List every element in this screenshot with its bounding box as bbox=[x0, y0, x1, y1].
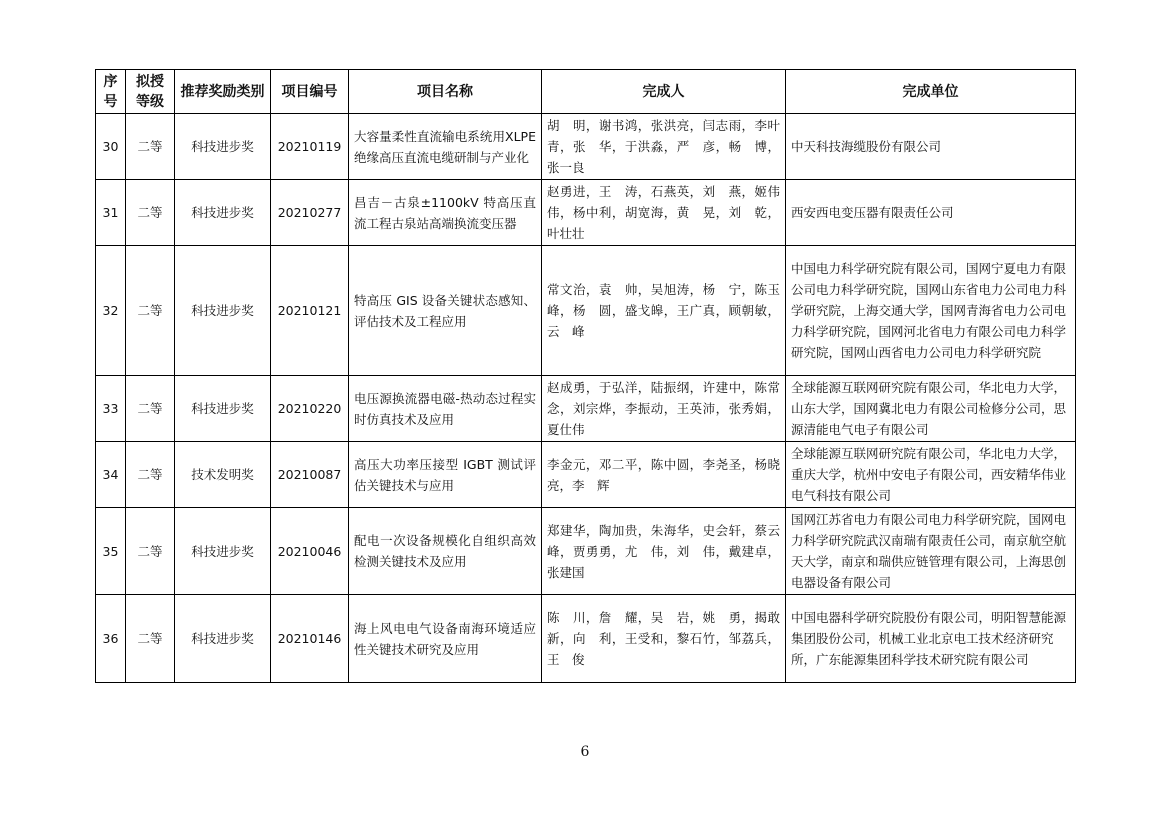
row-people: 赵勇进，王 涛，石燕英，刘 燕，姬伟伟，杨中利，胡宽海，黄 晃，刘 乾，叶壮壮 bbox=[542, 180, 786, 246]
row-project-name: 配电一次设备规模化自组织高效检测关键技术及应用 bbox=[349, 508, 542, 595]
row-people: 郑建华，陶加贵，朱海华，史会轩，蔡云峰，贾勇勇，尤 伟，刘 伟，戴建卓，张建国 bbox=[542, 508, 786, 595]
row-code: 20210119 bbox=[271, 114, 349, 180]
row-grade: 二等 bbox=[126, 246, 175, 376]
row-category: 科技进步奖 bbox=[175, 508, 271, 595]
row-code: 20210121 bbox=[271, 246, 349, 376]
row-units: 中国电力科学研究院有限公司，国网宁夏电力有限公司电力科学研究院，国网山东省电力公司电力科学研究院，上海交通大学，国网青海省电力公司电力科学研究院，国网河北省电力有限公司电力科学研究院，国网山西省电力公司电力科学研究院 bbox=[786, 246, 1076, 376]
row-grade: 二等 bbox=[126, 595, 175, 683]
row-project-name: 电压源换流器电磁-热动态过程实时仿真技术及应用 bbox=[349, 376, 542, 442]
table-row bbox=[96, 180, 1076, 246]
row-grade: 二等 bbox=[126, 376, 175, 442]
row-code: 20210220 bbox=[271, 376, 349, 442]
table-row bbox=[96, 508, 1076, 595]
table-row bbox=[96, 595, 1076, 683]
row-project-name: 特高压 GIS 设备关键状态感知、评估技术及工程应用 bbox=[349, 246, 542, 376]
row-units: 全球能源互联网研究院有限公司，华北电力大学，山东大学，国网冀北电力有限公司检修分公司，思源清能电气电子有限公司 bbox=[786, 376, 1076, 442]
row-people: 陈 川，詹 耀，吴 岩，姚 勇，揭敢新，向 利，王受和，黎石竹，邹荔兵，王 俊 bbox=[542, 595, 786, 683]
row-grade: 二等 bbox=[126, 442, 175, 508]
header-category: 推荐奖励类别 bbox=[175, 70, 271, 114]
row-units: 西安西电变压器有限责任公司 bbox=[786, 180, 1076, 246]
page-number: 6 bbox=[580, 744, 590, 760]
row-people: 赵成勇，于弘洋，陆振纲，许建中，陈常念，刘宗烨，李振动，王英沛，张秀娟，夏仕伟 bbox=[542, 376, 786, 442]
row-code: 20210277 bbox=[271, 180, 349, 246]
row-grade: 二等 bbox=[126, 508, 175, 595]
row-code: 20210146 bbox=[271, 595, 349, 683]
row-people: 常文治，袁 帅，吴旭涛，杨 宁，陈玉峰，杨 圆，盛戈皞，王广真，顾朝敏，云 峰 bbox=[542, 246, 786, 376]
row-project-name: 昌吉－古泉±1100kV 特高压直流工程古泉站高端换流变压器 bbox=[349, 180, 542, 246]
row-grade: 二等 bbox=[126, 114, 175, 180]
row-seq: 33 bbox=[96, 376, 126, 442]
row-units: 全球能源互联网研究院有限公司，华北电力大学，重庆大学，杭州中安电子有限公司，西安精华伟业电气科技有限公司 bbox=[786, 442, 1076, 508]
row-seq: 31 bbox=[96, 180, 126, 246]
table-row bbox=[96, 246, 1076, 376]
row-category: 科技进步奖 bbox=[175, 246, 271, 376]
row-category: 科技进步奖 bbox=[175, 595, 271, 683]
row-units: 国网江苏省电力有限公司电力科学研究院，国网电力科学研究院武汉南瑞有限责任公司，南京航空航天大学，南京和瑞供应链管理有限公司，上海思创电器设备有限公司 bbox=[786, 508, 1076, 595]
row-seq: 36 bbox=[96, 595, 126, 683]
table-row bbox=[96, 114, 1076, 180]
row-units: 中国电器科学研究院股份有限公司，明阳智慧能源集团股份公司，机械工业北京电工技术经济研究所，广东能源集团科学技术研究院有限公司 bbox=[786, 595, 1076, 683]
header-code: 项目编号 bbox=[271, 70, 349, 114]
row-category: 技术发明奖 bbox=[175, 442, 271, 508]
header-seq: 序号 bbox=[96, 70, 126, 114]
row-code: 20210046 bbox=[271, 508, 349, 595]
row-units: 中天科技海缆股份有限公司 bbox=[786, 114, 1076, 180]
row-project-name: 高压大功率压接型 IGBT 测试评估关键技术与应用 bbox=[349, 442, 542, 508]
row-seq: 30 bbox=[96, 114, 126, 180]
header-row bbox=[96, 70, 1076, 114]
row-project-name: 海上风电电气设备南海环境适应性关键技术研究及应用 bbox=[349, 595, 542, 683]
row-category: 科技进步奖 bbox=[175, 180, 271, 246]
header-people: 完成人 bbox=[542, 70, 786, 114]
row-category: 科技进步奖 bbox=[175, 376, 271, 442]
header-grade: 拟授等级 bbox=[126, 70, 175, 114]
row-seq: 35 bbox=[96, 508, 126, 595]
header-units: 完成单位 bbox=[786, 70, 1076, 114]
table-row bbox=[96, 376, 1076, 442]
header-name: 项目名称 bbox=[349, 70, 542, 114]
row-category: 科技进步奖 bbox=[175, 114, 271, 180]
row-grade: 二等 bbox=[126, 180, 175, 246]
row-code: 20210087 bbox=[271, 442, 349, 508]
row-people: 胡 明，谢书鸿，张洪亮，闫志雨，李叶青，张 华，于洪淼，严 彦，畅 博，张一良 bbox=[542, 114, 786, 180]
table-row bbox=[96, 442, 1076, 508]
row-seq: 34 bbox=[96, 442, 126, 508]
row-project-name: 大容量柔性直流输电系统用XLPE绝缘高压直流电缆研制与产业化 bbox=[349, 114, 542, 180]
awards-table bbox=[95, 69, 1076, 683]
row-seq: 32 bbox=[96, 246, 126, 376]
row-people: 李金元，邓二平，陈中圆，李尧圣，杨晓亮，李 辉 bbox=[542, 442, 786, 508]
